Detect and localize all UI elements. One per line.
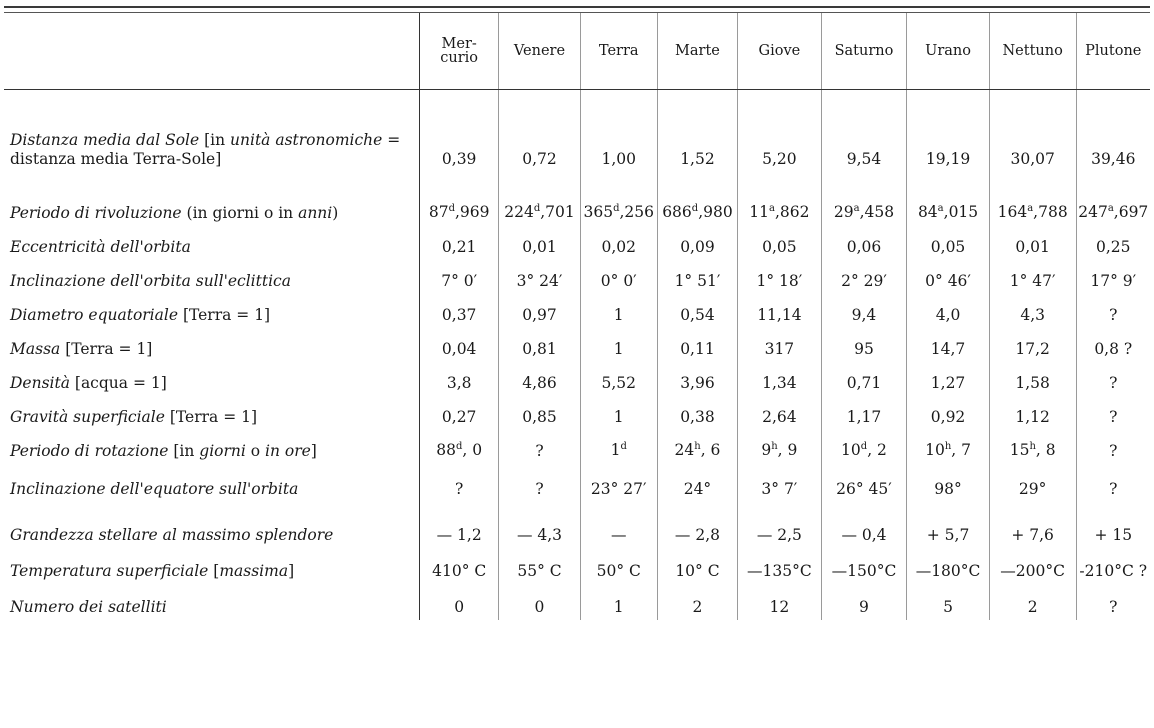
row-label-part: [ bbox=[208, 561, 220, 580]
row-value: 24$^h$, 6 bbox=[657, 430, 737, 464]
unit-superscript: d bbox=[860, 441, 868, 453]
row-value: 0,04 bbox=[441, 339, 477, 358]
row-value: 0,21 bbox=[441, 237, 477, 256]
row-value: 4,3 bbox=[989, 294, 1076, 328]
unit-superscript: h bbox=[944, 441, 952, 453]
unit-superscript: a bbox=[937, 203, 944, 215]
row-label bbox=[4, 464, 420, 502]
row-label-part: [Terra = 1] bbox=[178, 305, 271, 324]
row-value: 0,02 bbox=[580, 226, 657, 260]
row-label-part: massima bbox=[219, 561, 289, 580]
table-row bbox=[4, 430, 1150, 464]
row-value: —150°C bbox=[821, 548, 907, 584]
row-value: 95 bbox=[821, 328, 907, 362]
row-value: 1,52 bbox=[657, 90, 737, 172]
table-row bbox=[4, 362, 1150, 396]
row-value: 39,46 bbox=[1076, 90, 1150, 172]
row-value: 0,39 bbox=[441, 149, 477, 168]
row-label bbox=[4, 584, 420, 620]
row-label-part: giorni bbox=[199, 441, 246, 460]
row-value: 87$^d$,969 bbox=[428, 203, 490, 222]
row-value: 5,52 bbox=[580, 362, 657, 396]
row-value: 11$^a$,862 bbox=[738, 172, 822, 226]
row-value: -210°C ? bbox=[1076, 548, 1150, 584]
row-value: 317 bbox=[738, 328, 822, 362]
row-value: 9$^h$, 9 bbox=[738, 430, 822, 464]
row-value: 3,96 bbox=[657, 362, 737, 396]
unit-superscript: d bbox=[620, 441, 627, 453]
row-value: — bbox=[580, 502, 657, 548]
row-value: 1 bbox=[580, 584, 657, 620]
row-value: 0,72 bbox=[499, 90, 580, 172]
row-value: 224$^d$,701 bbox=[499, 172, 580, 226]
planet-header: Saturno bbox=[821, 13, 907, 90]
row-label-part: Diametro equatoriale bbox=[10, 305, 179, 324]
unit-superscript: d bbox=[455, 441, 463, 453]
row-value: —180°C bbox=[907, 548, 989, 584]
row-label-part: o bbox=[245, 441, 266, 460]
row-value: 0,25 bbox=[1076, 226, 1150, 260]
row-label-part: anni bbox=[298, 203, 333, 222]
row-value: 1,34 bbox=[738, 362, 822, 396]
row-value: 30,07 bbox=[989, 90, 1076, 172]
row-value: 1,58 bbox=[989, 362, 1076, 396]
row-value: 10$^h$, 7 bbox=[907, 430, 989, 464]
row-label-part: Periodo di rotazione bbox=[10, 441, 169, 460]
row-value: 0,85 bbox=[499, 396, 580, 430]
row-label bbox=[4, 430, 420, 464]
row-value: ? bbox=[1076, 464, 1150, 502]
row-value: 0,05 bbox=[907, 226, 989, 260]
row-label-part: in ore bbox=[265, 441, 311, 460]
row-label-part: [Terra = 1] bbox=[60, 339, 153, 358]
planet-header: Mer- curio bbox=[420, 13, 499, 90]
row-label bbox=[4, 548, 420, 584]
row-label-part: ) bbox=[332, 203, 339, 222]
row-label-part: Massa bbox=[10, 339, 61, 358]
row-value: 10$^d$, 2 bbox=[821, 430, 907, 464]
row-value: 88$^d$, 0 bbox=[436, 441, 483, 460]
planet-header: Marte bbox=[657, 13, 737, 90]
row-value: 3,8 bbox=[446, 373, 472, 392]
row-label bbox=[4, 396, 420, 430]
unit-superscript: h bbox=[694, 441, 701, 453]
row-value: 4,0 bbox=[907, 294, 989, 328]
row-value: 17,2 bbox=[989, 328, 1076, 362]
row-label-part: ] bbox=[310, 441, 317, 460]
table-row bbox=[4, 172, 1150, 226]
unit-superscript: a bbox=[769, 203, 775, 215]
row-label-part: Eccentricità dell'orbita bbox=[10, 237, 191, 256]
row-value: 247$^a$,697 bbox=[1076, 172, 1150, 226]
row-value: 29$^a$,458 bbox=[821, 172, 907, 226]
row-value: 0,71 bbox=[821, 362, 907, 396]
row-label-part: Numero dei satelliti bbox=[10, 597, 167, 616]
header-row bbox=[4, 13, 1150, 90]
top-double-rule bbox=[4, 6, 1150, 8]
row-value: 2,64 bbox=[738, 396, 822, 430]
row-value: 2° 29′ bbox=[821, 260, 907, 294]
row-value: — 4,3 bbox=[499, 502, 580, 548]
row-value: 0,27 bbox=[441, 407, 477, 426]
row-value: — 2,8 bbox=[657, 502, 737, 548]
table-row bbox=[4, 396, 1150, 430]
table-row bbox=[4, 294, 1150, 328]
row-value: 1,00 bbox=[580, 90, 657, 172]
row-label-part: = distanza media Terra-Sole] bbox=[10, 130, 401, 168]
unit-superscript: d bbox=[533, 203, 541, 215]
row-label-part: Densità bbox=[10, 373, 70, 392]
row-value: 0,38 bbox=[657, 396, 737, 430]
row-label bbox=[4, 226, 420, 260]
row-value: 1$^d$ bbox=[580, 430, 657, 464]
row-value: 55° C bbox=[499, 548, 580, 584]
row-value: 12 bbox=[738, 584, 822, 620]
row-value: 4,86 bbox=[499, 362, 580, 396]
row-value: 7° 0′ bbox=[441, 271, 478, 290]
row-value: — 2,5 bbox=[738, 502, 822, 548]
row-value: 0,01 bbox=[499, 226, 580, 260]
row-value: ? bbox=[1076, 362, 1150, 396]
row-value: 5,20 bbox=[738, 90, 822, 172]
row-value: 0,11 bbox=[657, 328, 737, 362]
row-value: 0° 0′ bbox=[580, 260, 657, 294]
planet-header: Terra bbox=[580, 13, 657, 90]
unit-superscript: h bbox=[771, 441, 778, 453]
row-value: 0,06 bbox=[821, 226, 907, 260]
row-value: 9,4 bbox=[821, 294, 907, 328]
row-value: 5 bbox=[907, 584, 989, 620]
row-value: 1 bbox=[580, 328, 657, 362]
row-value: 1 bbox=[580, 294, 657, 328]
row-value: 17° 9′ bbox=[1076, 260, 1150, 294]
row-value: 1,17 bbox=[821, 396, 907, 430]
row-label-part: Gravità superficiale bbox=[10, 407, 165, 426]
row-value: 1,12 bbox=[989, 396, 1076, 430]
row-value: 0,81 bbox=[499, 328, 580, 362]
row-value: + 5,7 bbox=[907, 502, 989, 548]
table-row bbox=[4, 90, 1150, 172]
row-label-part: [in bbox=[168, 441, 200, 460]
table-row bbox=[4, 226, 1150, 260]
row-label-part: Temperatura superficiale bbox=[10, 561, 209, 580]
unit-superscript: a bbox=[1027, 203, 1034, 215]
row-value: ? bbox=[1076, 430, 1150, 464]
row-value: 19,19 bbox=[907, 90, 989, 172]
row-value: 2 bbox=[657, 584, 737, 620]
row-value: 9,54 bbox=[821, 90, 907, 172]
row-value: 1° 18′ bbox=[738, 260, 822, 294]
row-label bbox=[4, 172, 420, 226]
row-value: ? bbox=[499, 464, 580, 502]
row-value: ? bbox=[1076, 396, 1150, 430]
row-value: — 0,4 bbox=[821, 502, 907, 548]
row-value: 23° 27′ bbox=[580, 464, 657, 502]
row-value: 410° C bbox=[432, 561, 487, 580]
row-label bbox=[4, 260, 420, 294]
row-value: —135°C bbox=[738, 548, 822, 584]
planet-header: Nettuno bbox=[989, 13, 1076, 90]
planet-header: Giove bbox=[738, 13, 822, 90]
row-value: ? bbox=[1076, 294, 1150, 328]
unit-superscript: d bbox=[448, 203, 455, 215]
row-value: 164$^a$,788 bbox=[989, 172, 1076, 226]
row-label-part: [Terra = 1] bbox=[164, 407, 258, 426]
row-value: 1 bbox=[580, 396, 657, 430]
row-value: ? bbox=[455, 479, 464, 498]
row-label-part: ] bbox=[288, 561, 295, 580]
row-value: 1° 47′ bbox=[989, 260, 1076, 294]
row-value: 26° 45′ bbox=[821, 464, 907, 502]
row-value: 1,27 bbox=[907, 362, 989, 396]
row-value: 11,14 bbox=[738, 294, 822, 328]
unit-superscript: a bbox=[853, 203, 860, 215]
table-row bbox=[4, 464, 1150, 502]
table-row bbox=[4, 502, 1150, 548]
row-label-part: Inclinazione dell'equatore sull'orbita bbox=[10, 479, 299, 498]
row-label-part: Periodo di rivoluzione bbox=[10, 203, 182, 222]
row-value: 365$^d$,256 bbox=[580, 172, 657, 226]
unit-superscript: d bbox=[613, 203, 620, 215]
row-label bbox=[4, 90, 420, 172]
row-value: 0,09 bbox=[657, 226, 737, 260]
planet-header: Plutone bbox=[1076, 13, 1150, 90]
row-value: + 15 bbox=[1076, 502, 1150, 548]
row-value: 1° 51′ bbox=[657, 260, 737, 294]
row-value: 24° bbox=[657, 464, 737, 502]
table-row bbox=[4, 584, 1150, 620]
planet-header: Urano bbox=[907, 13, 989, 90]
row-value: 0,01 bbox=[989, 226, 1076, 260]
row-value: 10° C bbox=[657, 548, 737, 584]
row-label-part: unità astronomiche bbox=[230, 130, 383, 149]
unit-superscript: a bbox=[1107, 203, 1114, 215]
row-value: ? bbox=[499, 430, 580, 464]
row-label bbox=[4, 328, 420, 362]
row-value: 0,37 bbox=[441, 305, 477, 324]
row-label bbox=[4, 502, 420, 548]
row-value: 0,05 bbox=[738, 226, 822, 260]
header-empty-cell bbox=[4, 13, 420, 90]
row-label-part: Grandezza stellare al massimo splendore bbox=[10, 525, 334, 544]
row-value: 9 bbox=[821, 584, 907, 620]
row-value: 29° bbox=[989, 464, 1076, 502]
row-value: 98° bbox=[907, 464, 989, 502]
row-value: 3° 24′ bbox=[499, 260, 580, 294]
planet-data-table bbox=[4, 13, 1150, 620]
table-row bbox=[4, 260, 1150, 294]
row-value: 0,97 bbox=[499, 294, 580, 328]
row-value: 0,8 ? bbox=[1076, 328, 1150, 362]
row-label bbox=[4, 362, 420, 396]
unit-superscript: d bbox=[691, 203, 699, 215]
row-label-part: [in bbox=[199, 130, 231, 149]
row-value: 14,7 bbox=[907, 328, 989, 362]
table-row bbox=[4, 548, 1150, 584]
row-value: 0° 46′ bbox=[907, 260, 989, 294]
row-value: 686$^d$,980 bbox=[657, 172, 737, 226]
row-value: 15$^h$, 8 bbox=[989, 430, 1076, 464]
row-value: 0,54 bbox=[657, 294, 737, 328]
row-value: 3° 7′ bbox=[738, 464, 822, 502]
planet-header: Venere bbox=[499, 13, 580, 90]
row-label-part: Distanza media dal Sole bbox=[10, 130, 200, 149]
row-value: 2 bbox=[989, 584, 1076, 620]
row-value: + 7,6 bbox=[989, 502, 1076, 548]
row-label-part: (in giorni o in bbox=[181, 203, 299, 222]
row-value: 0 bbox=[499, 584, 580, 620]
row-value: ? bbox=[1076, 584, 1150, 620]
row-value: 50° C bbox=[580, 548, 657, 584]
row-value: 0 bbox=[454, 597, 465, 616]
row-label-part: [acqua = 1] bbox=[69, 373, 167, 392]
row-value: 84$^a$,015 bbox=[907, 172, 989, 226]
row-label-part: Inclinazione dell'orbita sull'eclittica bbox=[10, 271, 291, 290]
row-value: — 1,2 bbox=[436, 525, 482, 544]
table-row bbox=[4, 328, 1150, 362]
row-label bbox=[4, 294, 420, 328]
row-value: —200°C bbox=[989, 548, 1076, 584]
row-value: 0,92 bbox=[907, 396, 989, 430]
unit-superscript: h bbox=[1029, 441, 1036, 453]
